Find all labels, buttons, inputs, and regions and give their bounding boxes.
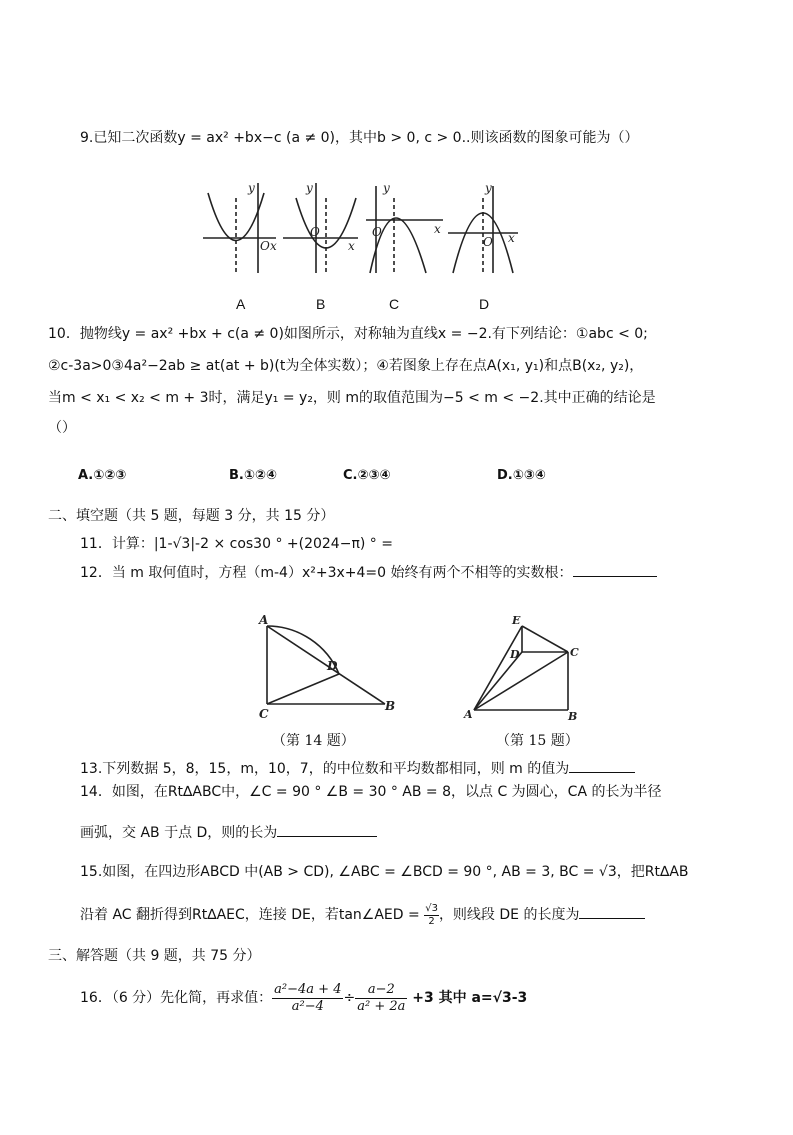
svg-text:x: x xyxy=(434,222,441,236)
q9-text: 9.已知二次函数y = ax² +bx−c (a ≠ 0)，其中b > 0, c > 0..则该函数的图象可能为（） xyxy=(80,130,639,146)
svg-text:O: O xyxy=(372,225,382,239)
q13-text xyxy=(80,758,635,779)
fig15-label-b: B xyxy=(568,710,578,722)
q13-answer-blank xyxy=(569,758,635,773)
svg-text:y: y xyxy=(248,181,255,195)
section-2-heading: 二、填空题（共 5 题，每题 3 分，共 15 分） xyxy=(48,508,335,524)
svg-text:y: y xyxy=(485,181,492,195)
fig15-label-d: D xyxy=(510,648,520,661)
q11-text: 11．计算：|1-√3|-2 × cos30 ° +(2024−π) ° = xyxy=(80,536,393,552)
q15-tan-fraction: $\frac{√3}{2}$ xyxy=(425,902,438,927)
svg-text:x: x xyxy=(348,239,355,253)
q16-text xyxy=(80,976,527,1020)
svg-text:y: y xyxy=(306,181,313,195)
figure-14 xyxy=(255,612,405,722)
fig15-label-c: C xyxy=(570,646,579,659)
fig14-label-b: B xyxy=(385,699,396,713)
q9-option-c: C xyxy=(389,296,400,312)
q9-option-a: A xyxy=(236,296,246,312)
q9-option-b: B xyxy=(316,296,326,312)
svg-text:O: O xyxy=(260,239,270,253)
svg-text:O: O xyxy=(310,225,320,239)
fig14-label-d: D xyxy=(327,659,338,673)
q15-label: 沿着 AC 翻折得到Rt∆AEC，连接 DE，若tan∠AED = xyxy=(80,907,420,923)
q16-fraction-1: $\frac{\text{a²−4a + 4}}{\text{a²−4}}$ xyxy=(274,981,342,1014)
svg-text:x: x xyxy=(508,231,515,245)
fig15-label-a: A xyxy=(464,708,473,721)
section-3-heading: 三、解答题（共 9 题，共 75 分） xyxy=(48,948,261,964)
q15-line2 xyxy=(80,900,645,930)
fig14-label-c: C xyxy=(259,707,269,721)
q14-label: 画弧，交 AB 于点 D，则的长为 xyxy=(80,825,278,841)
q16-operator: ÷ xyxy=(343,990,356,1006)
figure-15 xyxy=(462,612,582,722)
q10-line1: 10．抛物线y = ax² +bx + c(a ≠ 0)如图所示，对称轴为直线x = −2.有下列结论：①abc < 0; xyxy=(48,326,648,342)
q10-choice-d: D.①③④ xyxy=(497,468,546,483)
q10-choice-a: A.①②③ xyxy=(78,468,127,483)
q12-answer-blank xyxy=(573,562,657,577)
fig15-label-e: E xyxy=(512,614,521,627)
q14-line1: 14．如图，在Rt∆ABC中，∠C = 90 ° ∠B = 30 ° AB = 8，以点 C 为圆心，CA 的长为半径 xyxy=(80,784,662,800)
q15-answer-blank xyxy=(579,904,645,919)
q16-suffix: +3 其中 a=√3-3 xyxy=(407,990,528,1006)
q10-line2: ②c-3a>0③4a²−2ab ≥ at(at + b)(t为全体实数）；④若图象上存在点A(x₁, y₁)和点B(x₂, y₂)， xyxy=(48,358,644,374)
svg-text:x: x xyxy=(270,239,277,253)
q14-answer-blank xyxy=(277,822,377,837)
q15-label-tail: ，则线段 DE 的长度为 xyxy=(438,907,580,923)
q9-option-d: D xyxy=(479,296,490,312)
svg-text:O: O xyxy=(483,235,493,249)
q13-label: 13.下列数据 5，8，15，m，10，7，的中位数和平均数都相同，则 m 的值为 xyxy=(80,761,570,777)
q15-line1: 15.如图，在四边形ABCD 中(AB > CD), ∠ABC = ∠BCD = 90 °, AB = 3, BC = √3，把Rt∆AB xyxy=(80,864,689,880)
q9-graphs xyxy=(198,178,523,278)
q10-choice-c: C.②③④ xyxy=(343,468,391,483)
q10-line3: 当m < x₁ < x₂ < m + 3时，满足y₁ = y₂，则 m的取值范围为−5 < m < −2.其中正确的结论是 xyxy=(48,390,656,406)
q16-prefix: 16．（6 分）先化简，再求值： xyxy=(80,990,273,1006)
q12-text xyxy=(80,562,657,583)
fig15-caption: （第 15 题） xyxy=(496,733,579,749)
q10-line4: （） xyxy=(48,420,76,436)
q12-label: 12．当 m 取何值时，方程（m-4）x²+3x+4=0 始终有两个不相等的实数根： xyxy=(80,565,573,581)
fig14-caption: （第 14 题） xyxy=(272,733,355,749)
q10-choice-b: B.①②④ xyxy=(229,468,277,483)
q16-fraction-2: $\frac{a-2}{\text{a² + 2a}}$ xyxy=(357,981,406,1014)
svg-text:y: y xyxy=(383,181,390,195)
fig14-label-a: A xyxy=(259,613,269,627)
q14-line2 xyxy=(80,822,377,843)
